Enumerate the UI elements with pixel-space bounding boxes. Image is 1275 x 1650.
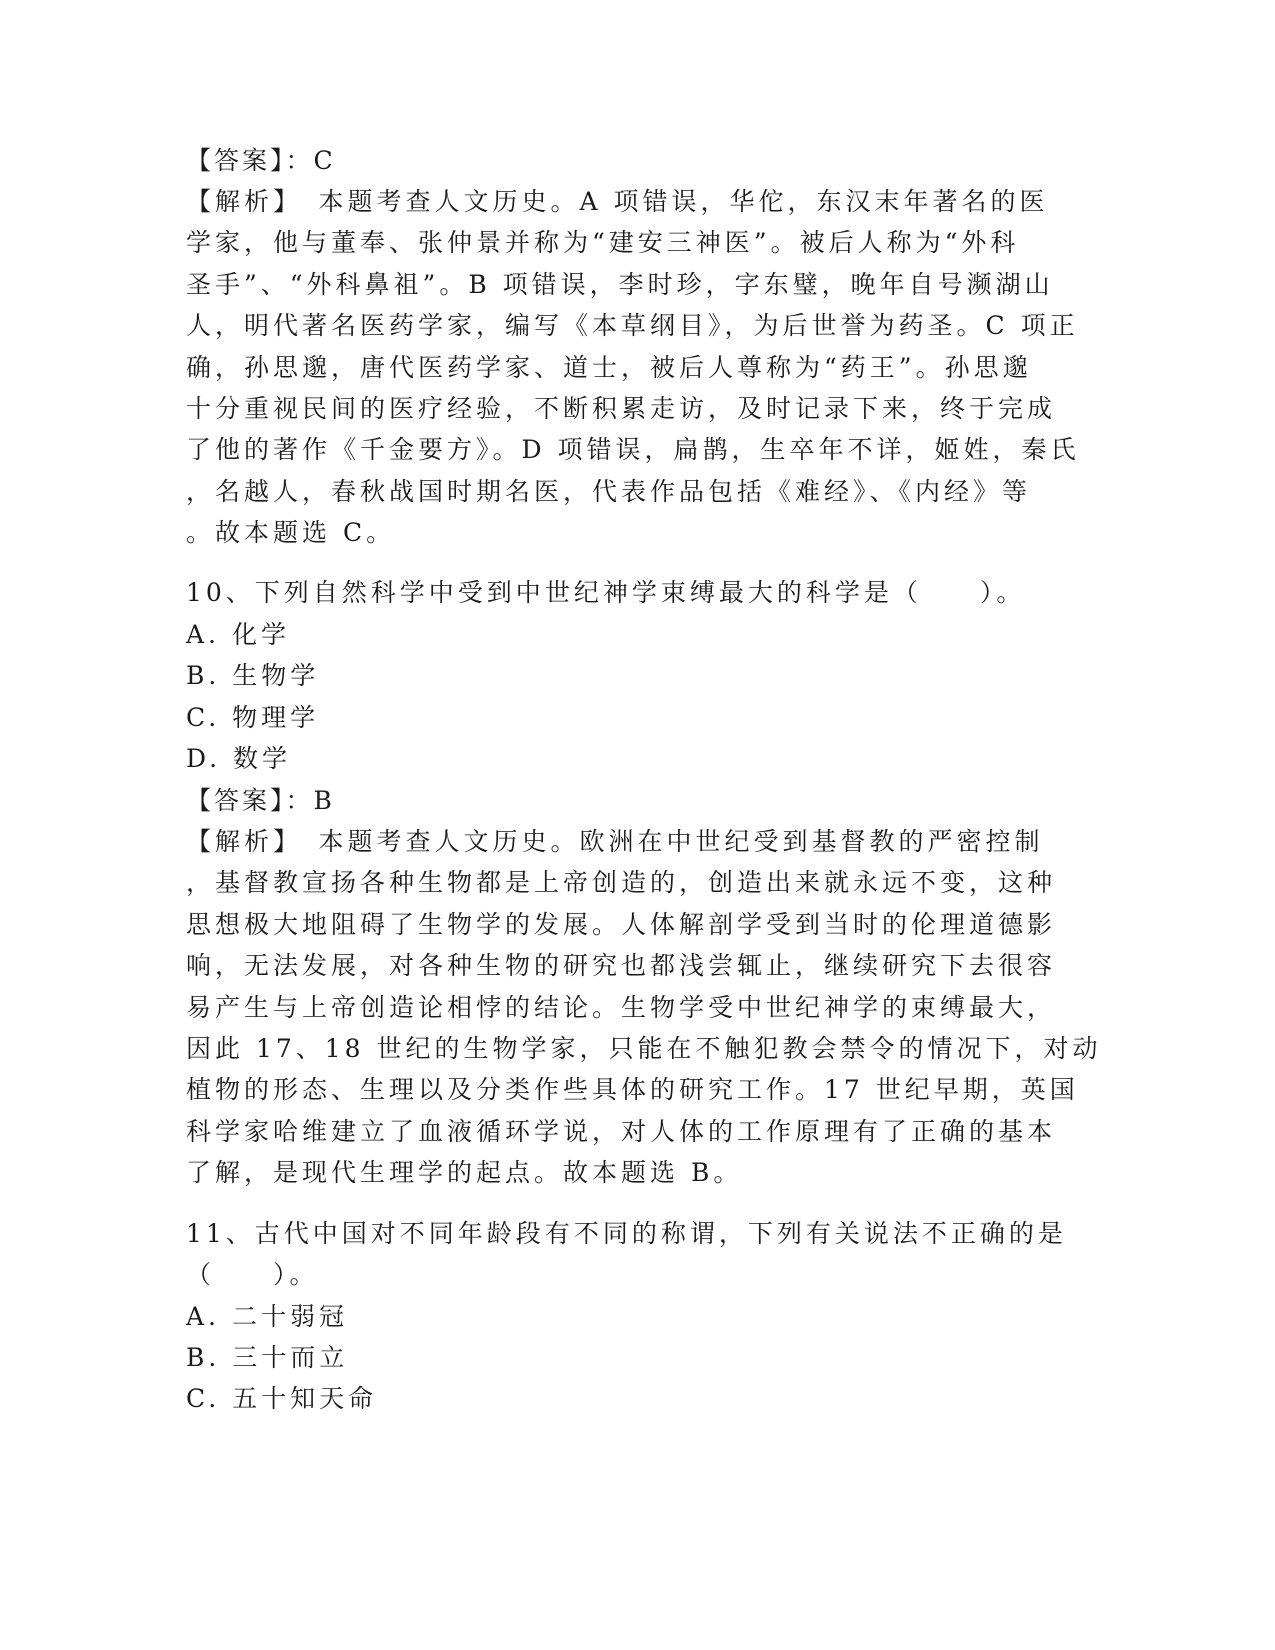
question-10-analysis-line: 植物的形态、生理以及分类作些具体的研究工作。17 世纪早期，英国 [186,1075,1079,1104]
prev-analysis-line: 学家，他与董奉、张仲景并称为“建安三神医”。被后人称为“外科 [186,228,1020,257]
prev-analysis-line: ，名越人，春秋战国时期名医，代表作品包括《难经》、《内经》等 [186,477,1032,506]
question-10-analysis-line: 易产生与上帝创造论相悖的结论。生物学受中世纪神学的束缚最大， [186,993,1057,1022]
question-10-option-c: C. 物理学 [186,703,320,732]
question-11-option-a: A. 二十弱冠 [186,1302,348,1331]
question-11-stem: （ ）。 [186,1260,319,1289]
prev-analysis-line: 了他的著作《千金要方》。D 项错误，扁鹊，生卒年不详，姬姓，秦氏 [186,435,1080,464]
question-10-analysis-line: 【解析】 本题考查人文历史。欧洲在中世纪受到基督教的严密控制 [186,827,1044,856]
question-10-analysis-line: 了解，是现代生理学的起点。故本题选 B。 [186,1158,743,1187]
question-10-option-d: D. 数学 [186,744,292,773]
question-11-stem: 11、古代中国对不同年龄段有不同的称谓，下列有关说法不正确的是 [186,1219,1067,1248]
prev-analysis-line: 。故本题选 C。 [186,518,396,547]
question-10-option-a: A. 化学 [186,620,290,649]
question-10-answer: 【答案】：B [186,786,335,815]
question-10-stem: 10、下列自然科学中受到中世纪神学束缚最大的科学是（ ）。 [186,578,1026,607]
prev-analysis-line: 十分重视民间的医疗经验，不断积累走访，及时记录下来，终于完成 [186,394,1057,423]
prev-analysis-line: 人，明代著名医药学家，编写《本草纲目》，为后世誉为药圣。C 项正 [186,311,1079,340]
question-10-analysis-line: 科学家哈维建立了血液循环学说，对人体的工作原理有了正确的基本 [186,1117,1057,1146]
prev-analysis-line: 【解析】 本题考查人文历史。A 项错误，华佗，东汉末年著名的医 [186,187,1049,216]
question-11-option-c: C. 五十知天命 [186,1384,378,1413]
prev-answer: 【答案】：C [186,146,336,175]
prev-analysis-line: 确，孙思邈，唐代医药学家、道士，被后人尊称为“药王”。孙思邈 [186,353,1032,382]
question-11-option-b: B. 三十而立 [186,1343,349,1372]
question-10-analysis-line: 思想极大地阻碍了生物学的发展。人体解剖学受到当时的伦理道德影 [186,910,1057,939]
question-10-analysis-line: 因此 17、18 世纪的生物学家，只能在不触犯教会禁令的情况下，对动 [186,1034,1102,1063]
question-10-analysis-line: 响，无法发展，对各种生物的研究也都浅尝辄止，继续研究下去很容 [186,951,1057,980]
question-10-analysis-line: ，基督教宣扬各种生物都是上帝创造的，创造出来就永远不变，这种 [186,868,1057,897]
question-10-option-b: B. 生物学 [186,661,320,690]
prev-analysis-line: 圣手”、“外科鼻祖”。B 项错误，李时珍，字东璧，晚年自号濒湖山 [186,270,1054,299]
